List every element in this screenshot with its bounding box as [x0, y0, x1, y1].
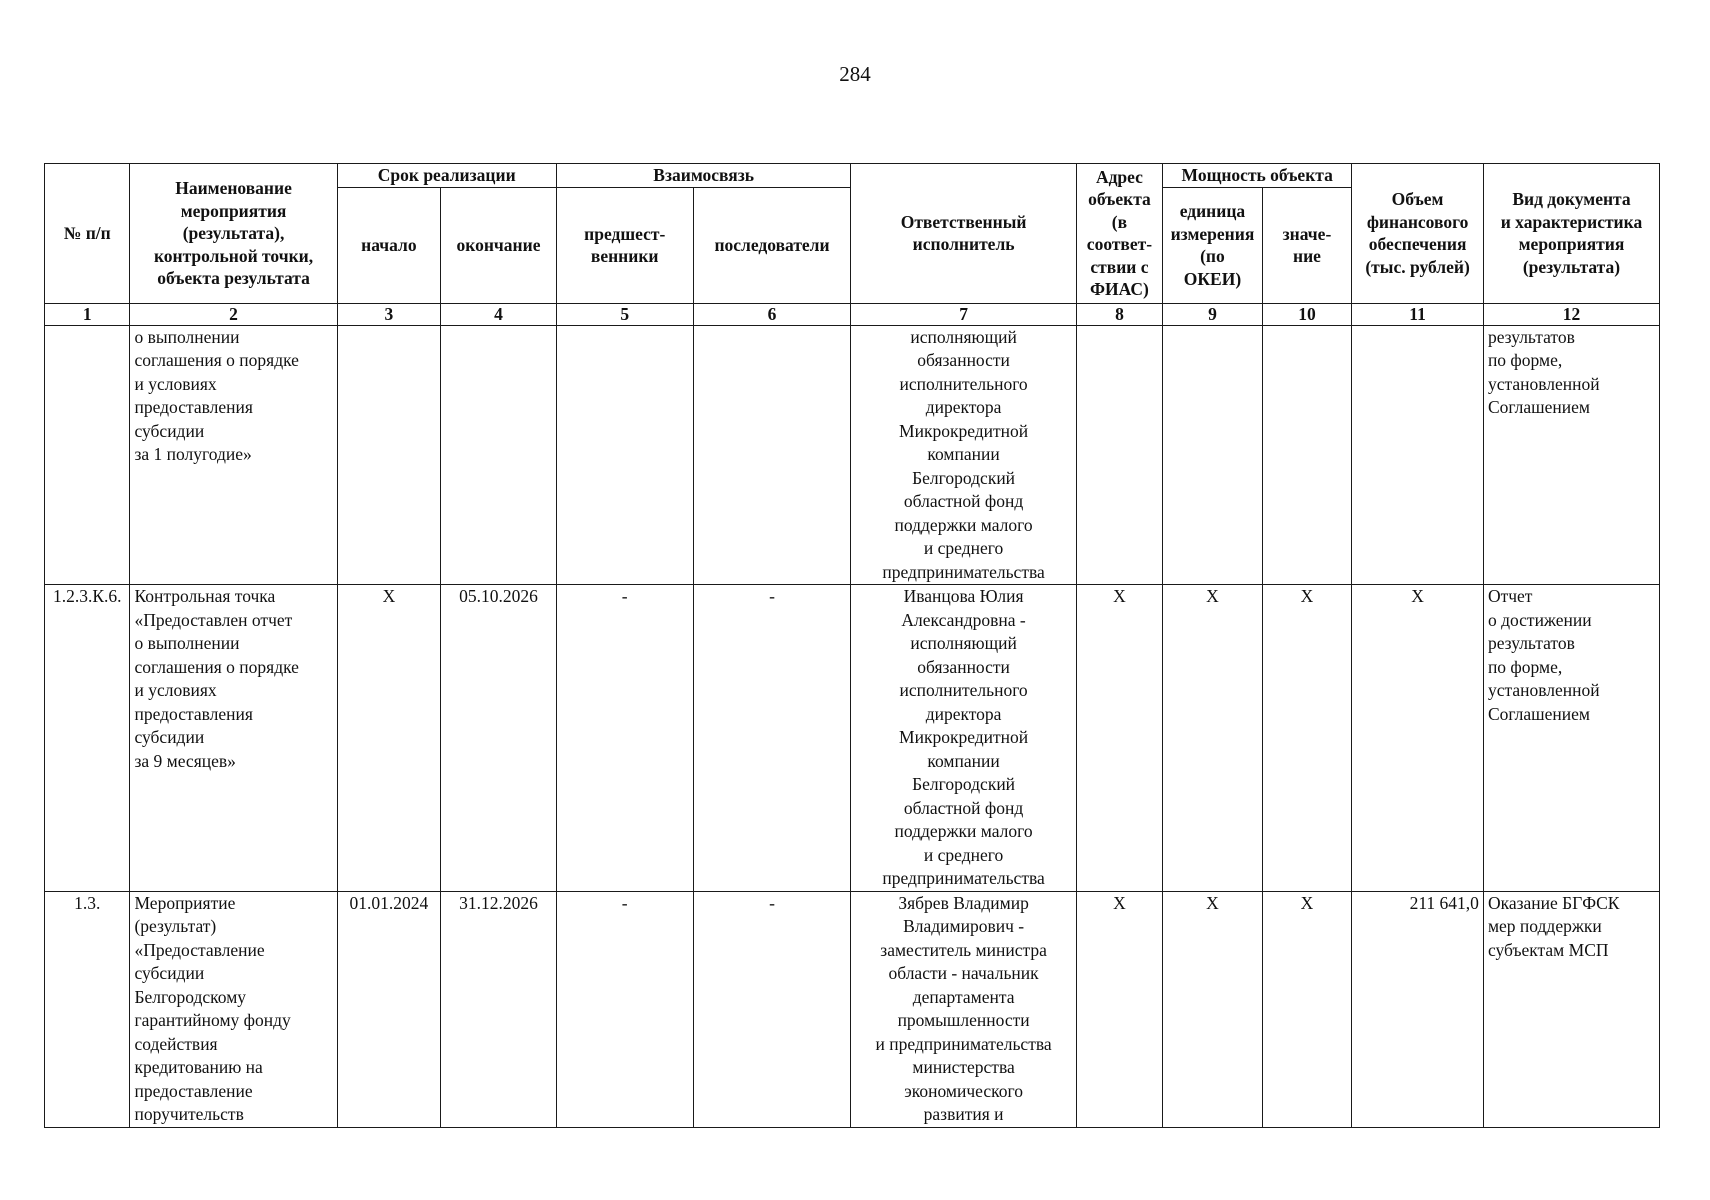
header-period: Срок реализации	[337, 164, 556, 188]
header-successors: последователи	[693, 187, 851, 303]
header-address: Адрес объекта (в соответ- ствии с ФИАС)	[1076, 164, 1162, 304]
header-name: Наименование мероприятия (результата), контрольной точки, объекта результата	[130, 164, 337, 304]
row-address	[1076, 325, 1162, 585]
column-number: 12	[1483, 303, 1659, 325]
header-end: окончание	[441, 187, 557, 303]
table-row	[45, 891, 1660, 1127]
row-unit: X	[1163, 891, 1263, 1127]
header-value: значе- ние	[1262, 187, 1352, 303]
page-number: 284	[839, 62, 871, 86]
row-doc: Отчет о достижении результатов по форме, установленной Соглашением	[1483, 585, 1659, 892]
column-number: 2	[130, 303, 337, 325]
column-number: 9	[1163, 303, 1263, 325]
row-predecessors	[556, 325, 693, 585]
row-value: X	[1262, 891, 1352, 1127]
row-start: 01.01.2024	[337, 891, 441, 1127]
row-end: 31.12.2026	[441, 891, 557, 1127]
row-successors: -	[693, 585, 851, 892]
header-num: № п/п	[45, 164, 130, 304]
row-predecessors: -	[556, 891, 693, 1127]
row-name: Контрольная точка «Предоставлен отчет о выполнении соглашения о порядке и условиях предоставления субсидии за 9 месяцев»	[130, 585, 337, 892]
row-num: 1.2.3.К.6.	[45, 585, 130, 892]
header-unit: единица измерения (по ОКЕИ)	[1163, 187, 1263, 303]
row-name: Мероприятие (результат) «Предоставление субсидии Белгородскому гарантийному фонду содействия кредитованию на предоставление поручительств	[130, 891, 337, 1127]
column-number: 7	[851, 303, 1076, 325]
row-unit: X	[1163, 585, 1263, 892]
row-responsible: Зябрев Владимир Владимирович - заместитель министра области - начальник департамента промышленности и предпринимательства министерства экономического развития и	[851, 891, 1076, 1127]
row-successors: -	[693, 891, 851, 1127]
header-predecessors: предшест- венники	[556, 187, 693, 303]
column-number: 1	[45, 303, 130, 325]
column-number: 5	[556, 303, 693, 325]
row-doc: Оказание БГФСК мер поддержки субъектам МСП	[1483, 891, 1659, 1127]
row-num: 1.3.	[45, 891, 130, 1127]
header-funding: Объем финансового обеспечения (тыс. рублей)	[1352, 164, 1484, 304]
table-row	[45, 325, 1660, 585]
header-start: начало	[337, 187, 441, 303]
row-funding	[1352, 325, 1484, 585]
header-link: Взаимосвязь	[556, 164, 851, 188]
row-predecessors: -	[556, 585, 693, 892]
plan-table	[44, 163, 1660, 1128]
row-start: X	[337, 585, 441, 892]
row-name: о выполнении соглашения о порядке и условиях предоставления субсидии за 1 полугодие»	[130, 325, 337, 585]
column-number-row	[45, 303, 1660, 325]
column-number: 11	[1352, 303, 1484, 325]
row-value: X	[1262, 585, 1352, 892]
row-value	[1262, 325, 1352, 585]
row-end	[441, 325, 557, 585]
row-end: 05.10.2026	[441, 585, 557, 892]
row-num	[45, 325, 130, 585]
header-doc: Вид документа и характеристика мероприятия (результата)	[1483, 164, 1659, 304]
column-number: 8	[1076, 303, 1162, 325]
row-successors	[693, 325, 851, 585]
header-row-top	[45, 164, 1660, 188]
column-number: 6	[693, 303, 851, 325]
header-capacity: Мощность объекта	[1163, 164, 1352, 188]
row-address: X	[1076, 891, 1162, 1127]
table-row	[45, 585, 1660, 892]
column-number: 4	[441, 303, 557, 325]
row-funding: 211 641,0	[1352, 891, 1484, 1127]
row-responsible: Иванцова Юлия Александровна - исполняющий обязанности исполнительного директора Микрокредитной компании Белгородский областной фонд поддержки малого и среднего предпринимательства	[851, 585, 1076, 892]
row-unit	[1163, 325, 1263, 585]
row-start	[337, 325, 441, 585]
row-doc: результатов по форме, установленной Соглашением	[1483, 325, 1659, 585]
row-responsible: исполняющий обязанности исполнительного директора Микрокредитной компании Белгородский областной фонд поддержки малого и среднего предпринимательства	[851, 325, 1076, 585]
header-responsible: Ответственный исполнитель	[851, 164, 1076, 304]
column-number: 10	[1262, 303, 1352, 325]
column-number: 3	[337, 303, 441, 325]
row-funding: X	[1352, 585, 1484, 892]
row-address: X	[1076, 585, 1162, 892]
